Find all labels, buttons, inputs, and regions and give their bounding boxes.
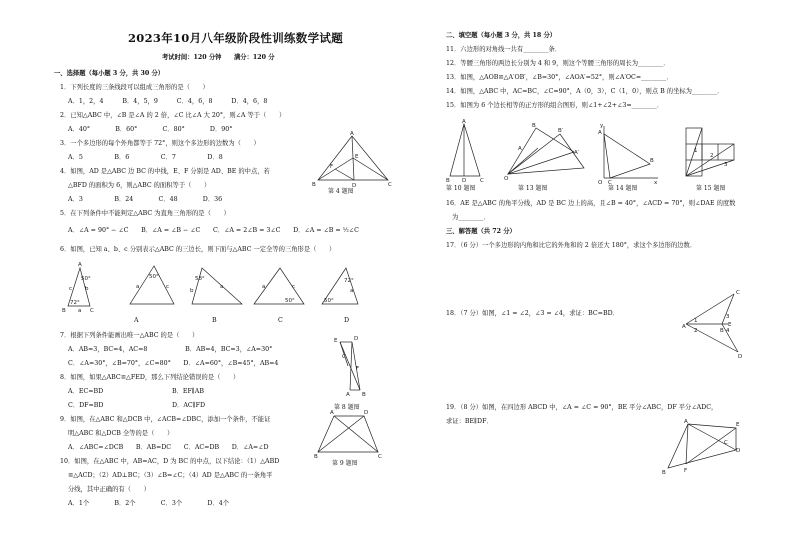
svg-text:b: b: [190, 288, 194, 294]
svg-text:c: c: [292, 284, 296, 290]
svg-text:B: B: [312, 182, 316, 188]
figure-15-caption: 第 15 题图: [696, 185, 726, 192]
svg-text:50°: 50°: [324, 298, 334, 304]
question-18: 18．（7 分）如图，∠1 = ∠2，∠3 = ∠4，求证：BC=BD．: [446, 310, 619, 317]
question-8: 8．如图，如果△ABC≌△FED，那么下列结论错误的是（ ）: [60, 374, 240, 381]
svg-text:E: E: [334, 338, 338, 344]
svg-text:a: a: [350, 288, 354, 294]
svg-text:2: 2: [694, 328, 698, 334]
svg-text:D: D: [462, 178, 467, 184]
question-11: 11．六边形的对角线一共有________条．: [446, 46, 562, 53]
question-19-line2: 求证：BE∥DF．: [446, 418, 493, 425]
svg-text:b: b: [85, 286, 89, 292]
question-4-line2: △BFD 的面积为 6，则△ABC 的面积等于（ ）: [68, 182, 211, 189]
svg-text:72°: 72°: [344, 278, 354, 284]
question-2: 2．已知△ABC 中，∠B 是∠A 的 2 倍，∠C 比∠A 大 20°，则∠A 等于（ ）: [60, 112, 286, 119]
svg-text:C: C: [736, 290, 740, 296]
svg-text:A: A: [518, 146, 522, 152]
svg-text:B: B: [532, 123, 536, 129]
svg-text:B′: B′: [558, 128, 564, 134]
svg-text:D: D: [738, 354, 743, 360]
svg-text:D: D: [354, 336, 359, 342]
svg-text:E: E: [728, 322, 732, 328]
question-3: 3．一个多边形的每个外角都等于 72°，则这个多边形的边数为（ ）: [60, 140, 260, 147]
svg-text:50°: 50°: [81, 276, 91, 282]
figure-10: [446, 120, 486, 182]
question-9-line1: 9．如图，在△ABC 和△DCB 中，∠ACB=∠DBC，添加一个条件，不能证: [60, 416, 271, 423]
svg-text:A: A: [330, 410, 334, 416]
figure-15: [682, 124, 742, 182]
svg-text:a: a: [262, 284, 266, 290]
svg-text:C: C: [342, 354, 346, 360]
q6-label-b: B: [212, 317, 217, 324]
svg-text:c: c: [166, 284, 170, 290]
svg-text:50°: 50°: [149, 274, 159, 280]
question-13: 13．如图，△AOB≌△A′OB′，∠B=30°，∠AOA′=52°，则∠A′OC=________．: [446, 74, 673, 81]
svg-text:C: C: [378, 454, 382, 460]
figure-14-caption: 第 14 题图: [608, 185, 638, 192]
question-8-option-c: C．DF=BD: [68, 402, 104, 409]
question-7: 7．根据下列条件能画出唯一△ABC 的是（ ）: [60, 332, 199, 339]
svg-text:C: C: [724, 440, 728, 446]
figure-8-caption: 第 8 题图: [334, 404, 360, 411]
svg-text:E: E: [355, 154, 359, 160]
svg-text:72°: 72°: [70, 300, 80, 306]
svg-text:B: B: [720, 328, 724, 334]
q6-label-d: D: [344, 317, 350, 324]
question-9-line2: 明△ABC 和△DCB 全等的是（ ）: [68, 430, 174, 437]
figure-10-caption: 第 10 题图: [446, 185, 476, 192]
question-10-line3: 分线，其中正确的有（ ）: [68, 486, 150, 493]
svg-text:D: D: [364, 410, 369, 416]
question-10-line2: ≌△ACD；（2）AD⊥BC；（3）∠B=∠C；（4）AD 是△ABC 的一条角平: [68, 472, 273, 479]
question-9-options: A．∠ABC=∠DCB B．AB=DC C．AC=DB D．∠A=∠D: [68, 444, 269, 451]
figure-4: [312, 132, 392, 188]
question-3-options: A．5 B．6 C．7 D．8: [68, 154, 223, 161]
svg-text:y: y: [600, 123, 604, 129]
section-1-heading: 一、选择题（每小题 3 分，共 30 分）: [54, 70, 165, 77]
svg-text:58°: 58°: [195, 276, 205, 282]
figure-9: [314, 410, 384, 458]
question-7-options-2: C．∠A=30°，∠B=70°，∠C=80° D．∠A=60°，∠B=45°，AB=4: [68, 360, 279, 367]
exam-title: 2023年10月八年级阶段性训练数学试题: [128, 31, 344, 45]
question-19-line1: 19．（8 分）如图，在四边形 ABCD 中，∠A = ∠C = 90°，BE 平分∠ABC，DF 平分∠ADC，: [446, 404, 718, 411]
svg-text:E: E: [736, 422, 740, 428]
section-3-heading: 三、解答题（共 72 分）: [446, 228, 516, 235]
question-8-option-b: B．EF∥AB: [172, 388, 204, 395]
q6-label-a: A: [134, 317, 139, 324]
svg-text:B: B: [662, 470, 666, 476]
question-4-line1: 4．如图，AD 是△ABC 边 BC 的中线，E、F 分别是 AD、BE 的中点，若: [60, 168, 270, 175]
svg-text:4: 4: [726, 328, 730, 334]
svg-text:A: A: [598, 130, 602, 136]
question-1: 1．下列长度的三条线段可以组成三角形的是（ ）: [60, 84, 209, 91]
svg-text:D: D: [352, 183, 357, 189]
svg-text:C: C: [608, 180, 612, 186]
svg-text:B: B: [62, 308, 66, 314]
question-15: 15．如图为 6 个边长相等的正方形的组合图形，则∠1+∠2+∠3=________．: [446, 102, 664, 109]
question-12: 12．等腰三角形的两边长分别为 4 和 9，则这个等腰三角形的周长为________．: [446, 60, 670, 67]
svg-text:D: D: [736, 448, 741, 454]
svg-text:A: A: [462, 119, 466, 125]
question-10-options: A．1个 B．2个 C．3个 D．4个: [68, 500, 230, 507]
question-14: 14．如图，△ABC 中，AC=BC，∠C=90°，A（0，3），C（1，0），则点 B 的坐标为________．: [446, 88, 724, 95]
section-2-heading: 二、填空题（每小题 3 分，共 18 分）: [446, 32, 557, 39]
svg-text:F: F: [356, 366, 360, 372]
question-2-options: A．40° B．60° C．80° D．90°: [68, 126, 233, 133]
figure-9-caption: 第 9 题图: [332, 460, 358, 467]
svg-text:3: 3: [724, 162, 728, 168]
question-16-line2: 为________．: [452, 214, 490, 221]
svg-text:C: C: [480, 178, 484, 184]
svg-text:A: A: [684, 419, 688, 425]
question-4-options: A．3 B．24 C．48 D．36: [68, 196, 223, 203]
figure-13-caption: 第 13 题图: [518, 185, 548, 192]
question-5-options: A．∠A = 90° − ∠C B．∠A = ∠B − ∠C C．∠A = 2∠B = 3∠C D．∠A = ∠B = ½∠C: [68, 227, 359, 234]
svg-text:B: B: [446, 178, 450, 184]
question-5: 5．在下列条件中不能判定△ABC 为直角三角形的是（ ）: [60, 210, 230, 217]
question-17: 17．（6 分）一个多边形的内角和比它的外角和的 2 倍还大 180°，求这个多边形的边数．: [446, 242, 697, 249]
question-6: 6．如图，已知 a、b、c 分别表示△ABC 的三边长，则下面与△ABC 一定全等的三角形是（ ）: [60, 246, 336, 253]
question-8-option-a: A．EC=BD: [68, 388, 104, 395]
svg-text:a: a: [220, 284, 224, 290]
figure-8: [330, 336, 370, 396]
question-16-line1: 16．AE 是△ABC 的角平分线，AD 是 BC 边上的高，且∠B = 40°，∠ACD = 70°，则∠DAE 的度数: [446, 200, 736, 207]
svg-text:1: 1: [694, 318, 698, 324]
figure-18: [682, 290, 752, 358]
svg-text:3: 3: [726, 314, 730, 320]
question-6-figures: [54, 262, 384, 322]
svg-text:2: 2: [710, 153, 714, 159]
figure-19: [662, 420, 742, 476]
svg-text:a: a: [136, 284, 140, 290]
svg-text:C: C: [90, 308, 94, 314]
exam-meta: 考试时间：120 分钟 满分：120 分: [162, 54, 275, 61]
question-10-line1: 10．如图，在△ABC 中，AB=AC，D 为 BC 的中点，以下结论：（1）△ABD: [60, 458, 280, 465]
svg-text:1: 1: [694, 148, 698, 154]
figure-14: [598, 123, 660, 186]
svg-text:O: O: [504, 176, 509, 182]
svg-text:C: C: [388, 182, 392, 188]
svg-text:F: F: [684, 468, 688, 474]
triangle-b: [192, 268, 242, 304]
svg-text:A′: A′: [574, 150, 580, 156]
svg-text:A: A: [346, 392, 350, 398]
svg-text:A: A: [78, 262, 82, 268]
svg-text:x: x: [654, 180, 658, 186]
q6-label-c: C: [278, 317, 283, 324]
svg-text:F: F: [330, 164, 334, 170]
svg-text:O: O: [598, 180, 603, 186]
svg-text:A: A: [682, 324, 686, 330]
figure-4-caption: 第 4 题图: [328, 188, 354, 195]
svg-text:B: B: [362, 392, 366, 398]
svg-text:B: B: [650, 158, 654, 164]
question-1-options: A．1，2，4 B．4，5，9 C．4，6，8 D．4，6，8: [68, 98, 268, 105]
svg-text:A: A: [350, 131, 354, 137]
svg-text:50°: 50°: [285, 298, 295, 304]
question-8-option-d: D．AC∥FD: [172, 402, 206, 409]
svg-text:c: c: [69, 286, 73, 292]
figure-13: [504, 124, 594, 182]
svg-text:a: a: [78, 308, 82, 314]
question-7-options-1: A．AB=3，BC=4，AC=8 B．AB=4，BC=3，∠A=30°: [68, 346, 273, 353]
svg-text:B: B: [314, 454, 318, 460]
